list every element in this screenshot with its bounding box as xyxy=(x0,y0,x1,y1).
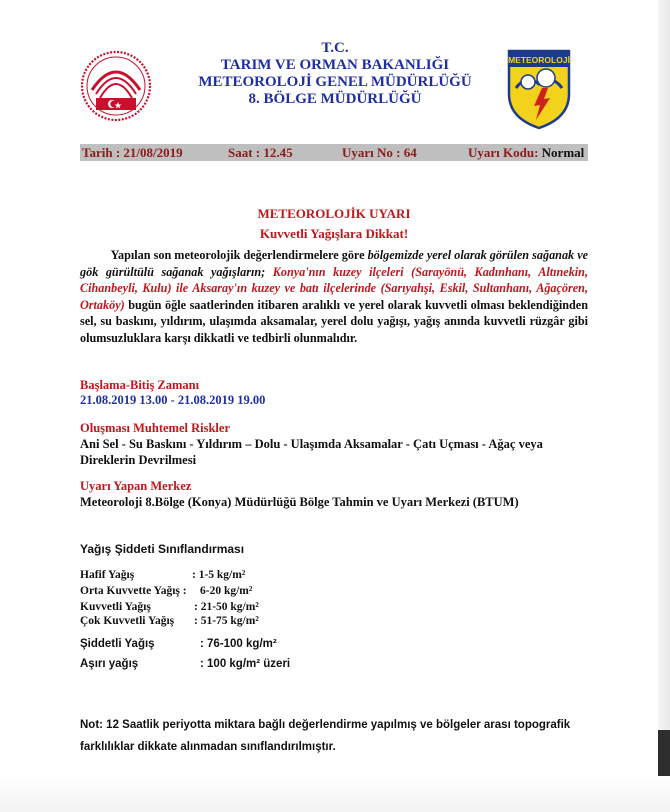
header-regional: 8. BÖLGE MÜDÜRLÜĞÜ xyxy=(248,91,422,107)
warning-code-label: Uyarı Kodu: xyxy=(468,145,542,160)
meteorology-logo-label: METEOROLOJİ xyxy=(508,55,570,65)
row-value: : 76-100 kg/m² xyxy=(200,638,277,650)
time-heading: Başlama-Bitiş Zamanı xyxy=(80,378,200,392)
classification-row xyxy=(80,638,277,650)
classification-row xyxy=(80,585,253,597)
row-label: Aşırı yağış xyxy=(80,658,139,670)
header-line-tc: T.C. xyxy=(321,40,349,56)
warning-number-value: 64 xyxy=(403,145,417,160)
issuer-value: Meteoroloji 8.Bölge (Konya) Müdürlüğü Bölge Tahmin ve Uyarı Merkezi (BTUM) xyxy=(80,495,519,509)
date-value: 21/08/2019 xyxy=(123,145,183,160)
time-value: 21.08.2019 13.00 - 21.08.2019 19.00 xyxy=(80,393,266,407)
risks-value: Ani Sel - Su Baskını - Yıldırım – Dolu - Ulaşımda Aksamalar - Çatı Uçması - Ağaç veya Direklerin Devrilmesi xyxy=(80,437,543,467)
paragraph-intro: Yapılan son meteorolojik değerlendirmelere göre xyxy=(110,248,368,262)
warning-subtitle: Kuvvetli Yağışlara Dikkat! xyxy=(259,226,409,241)
row-label: Hafif Yağış xyxy=(80,569,135,581)
date-label: Tarih : xyxy=(82,145,124,160)
warning-code-field xyxy=(468,145,584,161)
time-field xyxy=(228,145,293,161)
page-edge-bottom xyxy=(0,776,670,812)
header-directorate: METEOROLOJİ GENEL MÜDÜRLÜĞÜ xyxy=(198,74,472,90)
row-value: : 1-5 kg/m² xyxy=(192,569,246,581)
classification-row xyxy=(80,615,259,627)
ministry-logo-icon xyxy=(78,48,154,132)
row-value: 6-20 kg/m² xyxy=(200,585,253,597)
page-edge-right xyxy=(658,0,670,812)
risks-heading: Oluşması Muhtemel Riskler xyxy=(80,421,230,435)
row-value: : 100 kg/m² üzeri xyxy=(200,658,291,670)
row-value: : 51-75 kg/m² xyxy=(194,615,259,627)
warning-number-field xyxy=(342,145,417,161)
row-label: Şiddetli Yağış xyxy=(80,638,155,650)
warning-title: METEOROLOJİK UYARI xyxy=(257,206,411,221)
classification-heading: Yağış Şiddeti Sınıflandırması xyxy=(80,542,245,556)
warning-code-value: Normal xyxy=(541,145,585,160)
row-value: : 21-50 kg/m² xyxy=(194,601,259,613)
issuer-heading: Uyarı Yapan Merkez xyxy=(80,479,192,493)
paragraph-locations: Konya'nın kuzey ilçeleri (Sarayönü, Kadınhanı, Altınekin, Cihanbeyli, Kulu) ile Aksaray'ın kuzey ve batı ilçelerinde (Sarıyahşi, Eskil, Sultanhanı, Ağaçören, Ortaköy) xyxy=(80,264,588,312)
row-label: Orta Kuvvette Yağış : xyxy=(80,585,187,597)
classification-row xyxy=(80,658,291,670)
footnote: Not: 12 Saatlik periyotta miktara bağlı değerlendirme yapılmış ve bölgeler arası topografik farklılıklar dikkate alınmadan sınıflandırılmıştır. xyxy=(80,719,571,753)
time-value: 12.45 xyxy=(263,145,293,160)
date-field xyxy=(82,145,183,161)
classification-row xyxy=(80,569,246,581)
row-label: Çok Kuvvetli Yağış xyxy=(80,615,175,627)
time-label: Saat : xyxy=(228,145,264,160)
paragraph-italic: bölgemizde yerel olarak görülen sağanak ve gök gürültülü sağanak yağışların; xyxy=(80,248,589,279)
warning-paragraph xyxy=(80,247,588,346)
paragraph-body: bugün öğle saatlerinden itibaren aralıklı ve yerel olarak kuvvetli olması beklendiğinden sel, su baskını, yıldırım, ulaşımda aksamalar, yerel dolu yağışı, yağış anında kuvvetli rüzgâr gibi olumsuzluklara karşı dikkatli ve tedbirli olunmalıdır. xyxy=(80,297,588,345)
row-label: Kuvvetli Yağış xyxy=(80,601,151,613)
warning-number-label: Uyarı No : xyxy=(342,145,404,160)
classification-row xyxy=(80,601,259,613)
meteorology-logo-icon xyxy=(506,48,572,130)
info-bar xyxy=(80,144,588,161)
header-ministry: TARIM VE ORMAN BAKANLIĞI xyxy=(220,57,450,73)
